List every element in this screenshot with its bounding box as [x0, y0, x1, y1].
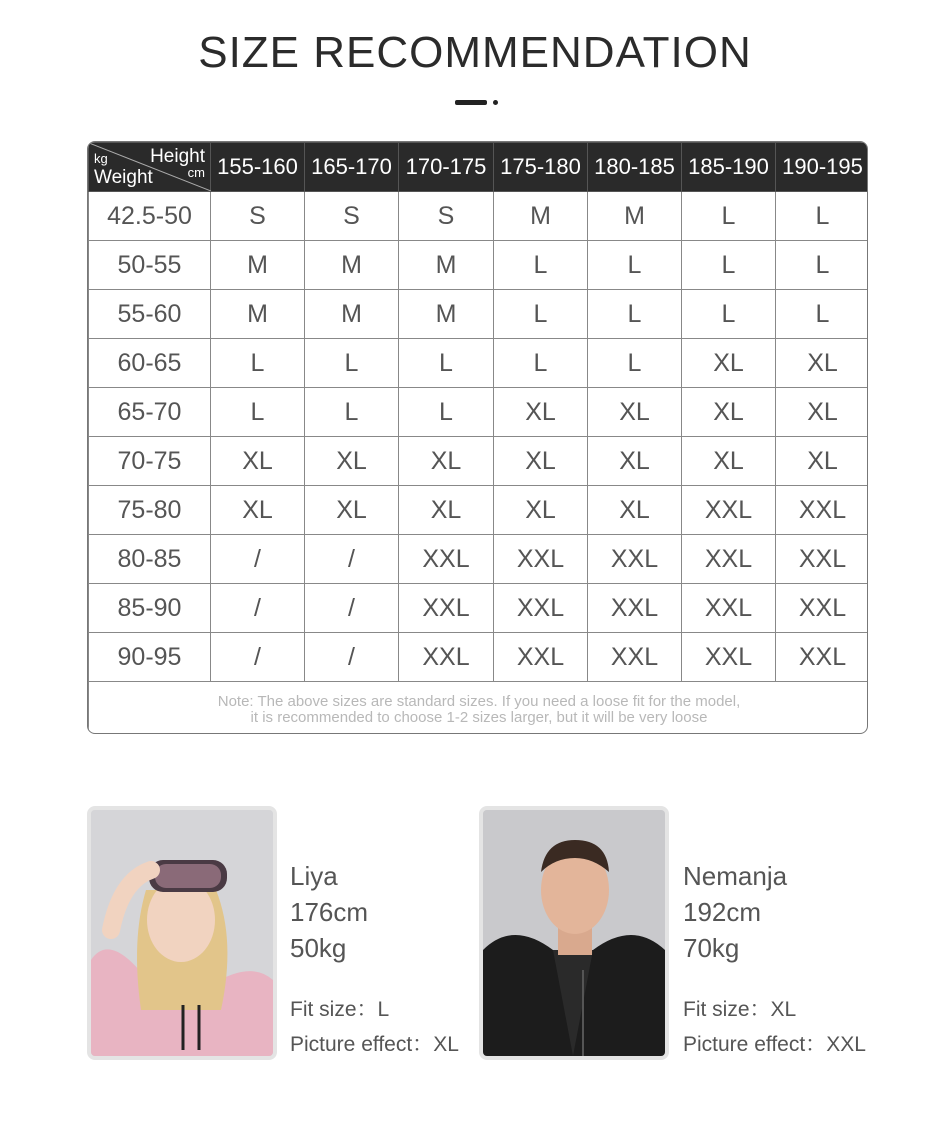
picture-effect-line: Picture effect：XXL — [683, 1033, 866, 1056]
weight-range-cell: 70-75 — [89, 437, 211, 486]
size-cell: L — [305, 339, 399, 388]
table-row — [89, 388, 869, 437]
model-photo-nemanja — [479, 806, 669, 1060]
table-row — [89, 241, 869, 290]
size-cell: M — [399, 241, 494, 290]
model-weight: 70kg — [683, 933, 740, 963]
model-weight: 50kg — [290, 933, 347, 963]
model-height: 192cm — [683, 897, 762, 927]
table-row — [89, 192, 869, 241]
size-cell: L — [588, 290, 682, 339]
size-cell: XL — [211, 486, 305, 535]
size-cell: XL — [776, 339, 869, 388]
size-cell: XL — [399, 437, 494, 486]
size-cell: XL — [588, 486, 682, 535]
size-cell: XL — [494, 486, 588, 535]
weight-range-cell: 85-90 — [89, 584, 211, 633]
size-cell: XXL — [494, 633, 588, 682]
weight-range-cell: 55-60 — [89, 290, 211, 339]
size-cell: M — [399, 290, 494, 339]
height-header: 165-170 — [305, 143, 399, 192]
size-cell: M — [588, 192, 682, 241]
size-cell: L — [682, 241, 776, 290]
weight-range-cell: 42.5-50 — [89, 192, 211, 241]
size-cell: / — [305, 633, 399, 682]
weight-range-cell: 80-85 — [89, 535, 211, 584]
size-cell: M — [211, 241, 305, 290]
note-row — [89, 682, 869, 735]
size-cell: / — [211, 584, 305, 633]
size-cell: M — [211, 290, 305, 339]
size-cell: XXL — [776, 535, 869, 584]
size-note: Note: The above sizes are standard sizes. If you need a loose fit for the model, it is recommended to choose 1-2 sizes larger, but it will be very loose — [89, 682, 869, 735]
size-cell: L — [211, 339, 305, 388]
model-fit-liya — [290, 992, 459, 1062]
height-header: 180-185 — [588, 143, 682, 192]
size-cell: L — [305, 388, 399, 437]
weight-range-cell: 60-65 — [89, 339, 211, 388]
size-cell: XXL — [588, 535, 682, 584]
size-cell: XL — [399, 486, 494, 535]
table-row — [89, 437, 869, 486]
picture-effect-line: Picture effect：XL — [290, 1033, 459, 1056]
weight-range-cell: 50-55 — [89, 241, 211, 290]
size-cell: L — [776, 192, 869, 241]
size-cell: L — [588, 241, 682, 290]
size-cell: / — [305, 535, 399, 584]
size-cell: / — [211, 535, 305, 584]
size-cell: S — [211, 192, 305, 241]
size-cell: L — [776, 241, 869, 290]
size-cell: XXL — [776, 584, 869, 633]
model-name: Nemanja — [683, 861, 788, 891]
model-info-nemanja — [683, 858, 787, 966]
height-header: 185-190 — [682, 143, 776, 192]
weight-range-cell: 75-80 — [89, 486, 211, 535]
size-cell: XL — [211, 437, 305, 486]
size-cell: L — [682, 192, 776, 241]
table-row — [89, 290, 869, 339]
size-cell: XXL — [494, 535, 588, 584]
size-cell: XL — [494, 437, 588, 486]
table-row — [89, 535, 869, 584]
size-cell: L — [211, 388, 305, 437]
size-cell: XL — [682, 437, 776, 486]
size-cell: L — [494, 290, 588, 339]
table-row — [89, 486, 869, 535]
size-cell: XXL — [682, 584, 776, 633]
size-cell: S — [305, 192, 399, 241]
size-cell: M — [305, 290, 399, 339]
size-cell: XXL — [776, 486, 869, 535]
size-cell: XXL — [776, 633, 869, 682]
weight-axis-label: Weight — [94, 167, 153, 188]
size-cell: L — [494, 241, 588, 290]
size-cell: M — [494, 192, 588, 241]
kg-unit-label: kg — [94, 151, 108, 166]
size-cell: XXL — [588, 633, 682, 682]
size-cell: XL — [305, 437, 399, 486]
size-cell: / — [305, 584, 399, 633]
size-cell: XL — [776, 388, 869, 437]
size-cell: L — [776, 290, 869, 339]
title-underline-decoration — [455, 100, 489, 106]
size-cell: XL — [776, 437, 869, 486]
header-corner-cell — [89, 143, 211, 192]
fit-size-line: Fit size：L — [290, 998, 390, 1021]
table-row — [89, 339, 869, 388]
size-cell: XXL — [399, 535, 494, 584]
size-cell: XL — [494, 388, 588, 437]
size-cell: XXL — [588, 584, 682, 633]
table-row — [89, 633, 869, 682]
model-height: 176cm — [290, 897, 369, 927]
size-cell: XXL — [494, 584, 588, 633]
size-cell: XL — [682, 388, 776, 437]
table-header-row — [89, 143, 869, 192]
height-header: 190-195 — [776, 143, 869, 192]
page-title: SIZE RECOMMENDATION — [198, 28, 752, 77]
size-cell: XXL — [399, 584, 494, 633]
size-cell: XXL — [682, 486, 776, 535]
size-cell: XL — [588, 388, 682, 437]
cm-unit-label: cm — [187, 165, 205, 180]
weight-range-cell: 90-95 — [89, 633, 211, 682]
size-cell: L — [399, 339, 494, 388]
fit-size-line: Fit size：XL — [683, 998, 797, 1021]
table-row — [89, 584, 869, 633]
height-header: 170-175 — [399, 143, 494, 192]
model-fit-nemanja — [683, 992, 866, 1062]
model-info-liya — [290, 858, 368, 966]
height-axis-label: Height — [150, 146, 205, 167]
size-cell: L — [682, 290, 776, 339]
size-cell: XXL — [399, 633, 494, 682]
height-header: 155-160 — [211, 143, 305, 192]
size-cell: XL — [305, 486, 399, 535]
size-cell: XL — [588, 437, 682, 486]
size-cell: L — [399, 388, 494, 437]
size-cell: L — [494, 339, 588, 388]
height-header: 175-180 — [494, 143, 588, 192]
size-cell: L — [588, 339, 682, 388]
size-cell: S — [399, 192, 494, 241]
model-name: Liya — [290, 861, 338, 891]
size-chart-table — [87, 141, 868, 734]
model-photo-liya — [87, 806, 277, 1060]
size-cell: XXL — [682, 633, 776, 682]
size-cell: / — [211, 633, 305, 682]
size-cell: XL — [682, 339, 776, 388]
size-cell: M — [305, 241, 399, 290]
weight-range-cell: 65-70 — [89, 388, 211, 437]
size-cell: XXL — [682, 535, 776, 584]
